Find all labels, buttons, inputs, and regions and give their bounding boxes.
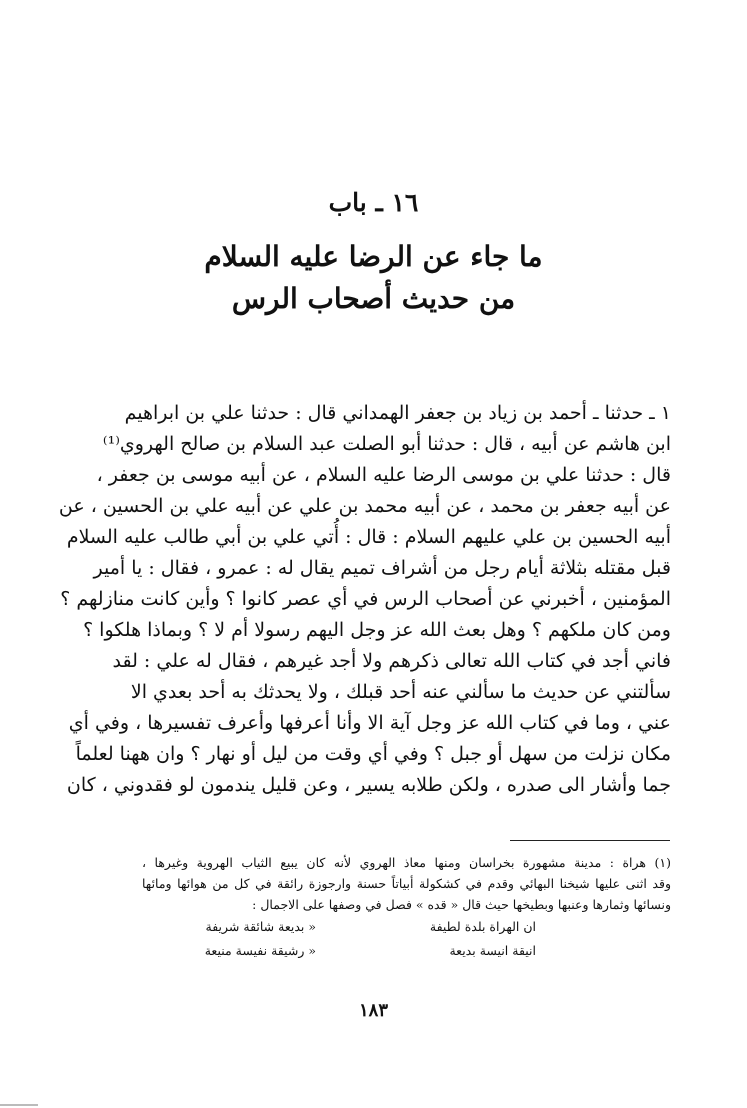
body-line: مكان نزلت من سهل أو جبل ؟ وفي أي وقت من ليل أو نهار ؟ وان ههنا لعلماً: [75, 743, 671, 765]
verse-row: [142, 939, 671, 963]
body-line: أبيه الحسين بن علي عليهم السلام : قال : أُتي علي بن أبي طالب عليه السلام: [66, 526, 671, 548]
chapter-title-line-2: من حديث أصحاب الرس: [231, 282, 516, 315]
body-line: سألتني عن حديث ما سألني عنه أحد قبلك ، ولا يحدثك به أحد بعدي الا: [130, 681, 671, 703]
chapter-number: ١٦ ـ باب: [328, 188, 419, 217]
verse-second-hemistich: « رشيقة نفيسة منيعة: [204, 943, 316, 958]
body-line: المؤمنين ، أخبرني عن أصحاب الرس في أي عصر كانوا ؟ وأين كانت منازلهم ؟: [60, 588, 671, 610]
footnote-line: (١) هراة : مدينة مشهورة بخراسان ومنها معاذ الهروي لأنه كان يبيع الثياب الهروية وغيرها ،: [142, 855, 671, 870]
body-line: ابن هاشم عن أبيه ، قال : حدثنا أبو الصلت عبد السلام بن صالح الهروي⁽¹⁾: [102, 433, 671, 455]
body-line: جما وأشار الى صدره ، ولكن طلابه يسير ، وعن قليل يندمون لو فقدوني ، كان: [66, 774, 671, 796]
body-line: ومن كان ملكهم ؟ وهل بعث الله عز وجل اليهم رسولا أم لا ؟ وبماذا هلكوا ؟: [83, 619, 671, 641]
hadith-body-text: [58, 398, 671, 801]
verse-row: [142, 915, 671, 939]
body-line: ١ ـ حدثنا ـ أحمد بن زياد بن جعفر الهمداني قال : حدثنا علي بن ابراهيم: [124, 402, 671, 424]
body-line: قبل مقتله بثلاثة أيام رجل من أشراف تميم يقال له : عمرو ، فقال : يا أمير: [93, 557, 671, 579]
footnote-divider: [510, 840, 670, 841]
footnote-line: وقد اثنى عليها شيخنا البهائي وقدم في كشكولة أبياتاً حسنة وارجوزة رائقة في كل من هوائها ومائها: [142, 876, 671, 891]
verse-first-hemistich: ان الهراة بلدة لطيفة: [429, 919, 536, 934]
scan-edge-mark: [0, 1104, 38, 1106]
body-line: عني ، وما في كتاب الله عز وجل آية الا وأنا أعرفها وأعرف تفسيرها ، وفي أي: [68, 712, 671, 734]
verse-first-hemistich: انيقة انيسة بديعة: [449, 943, 536, 958]
footnotes: [142, 852, 671, 963]
chapter-title-line-1: ما جاء عن الرضا عليه السلام: [204, 240, 543, 273]
body-line: فاني أجد في كتاب الله تعالى ذكرهم ولا أجد غيرهم ، فقال له علي : لقد: [112, 650, 671, 672]
body-line: عن أبيه جعفر بن محمد ، عن أبيه محمد بن علي عن أبيه علي بن الحسين ، عن: [58, 495, 671, 517]
body-line: قال : حدثنا علي بن موسى الرضا عليه السلام ، عن أبيه موسى بن جعفر ،: [96, 464, 671, 486]
footnote-line: ونسائها وثمارها وعنبها وبطيخها حيث قال « قده » فصل في وصفها على الاجمال :: [252, 897, 671, 912]
verse-second-hemistich: « بديعة شائقة شريفة: [205, 919, 316, 934]
page-number: ١٨٣: [358, 1000, 388, 1021]
